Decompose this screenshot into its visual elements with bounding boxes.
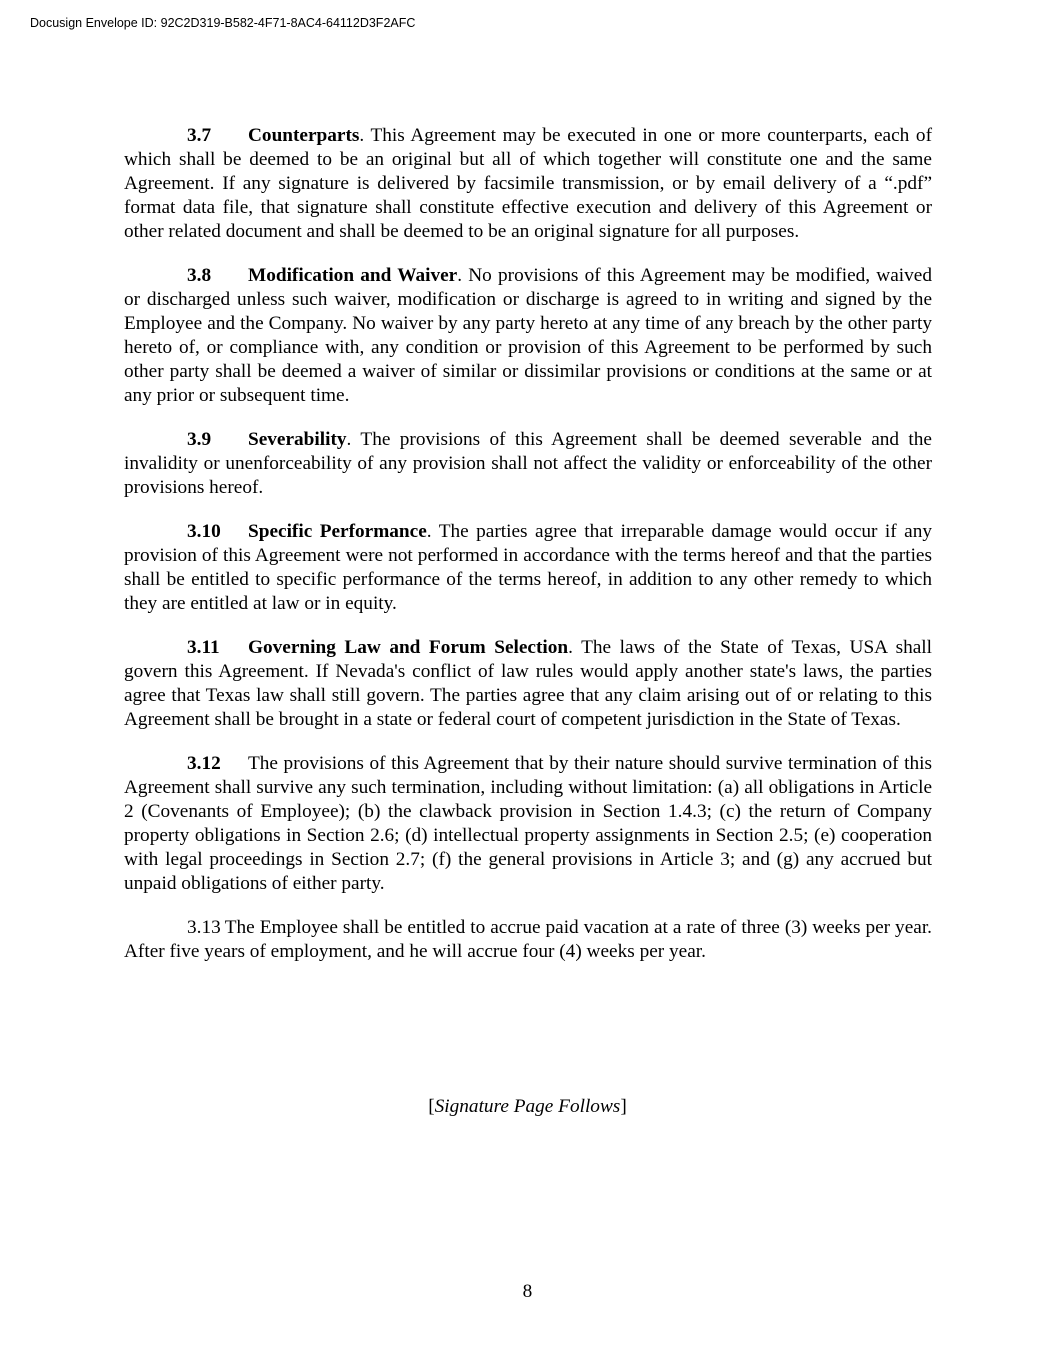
section-number: 3.8 (187, 265, 212, 286)
section-text: The provisions of this Agreement that by their nature should survive termination of this Agreement shall survive any such termination, including without limitation: (a) all obligations in Article 2 (Covenants of Employee); (b) the clawback provision in Section 1.4.3; (c) the return of Company property obligations in Section 2.6; (d) intellectual property assignments in Section 2.5; (e) cooperation with legal proceedings in Section 2.7; (f) the general provisions in Article 3; and (g) any accrued but unpaid obligations of either party. (124, 753, 932, 894)
section-title: Specific Performance (248, 521, 427, 542)
section-text: The Employee shall be entitled to accrue paid vacation at a rate of three (3) weeks per year. After five years of employment, and he will accrue four (4) weeks per year. (124, 917, 932, 962)
bracket-close: ] (620, 1096, 627, 1117)
section-title: Governing Law and Forum Selection (248, 637, 569, 658)
section-3-8 (124, 264, 932, 408)
section-3-9 (124, 428, 932, 500)
section-text: . No provisions of this Agreement may be modified, waived or discharged unless such waiver, modification or discharge is agreed to in writing and signed by the Employee and the Company. No waiver by any party hereto at any time of any breach by the other party hereto of, or compliance with, any condition or provision of this Agreement to be performed by such other party shall be deemed a waiver of similar or dissimilar provisions or conditions at the same or at any prior or subsequent time. (124, 265, 932, 406)
section-number: 3.13 (187, 917, 221, 938)
section-number: 3.12 (187, 753, 221, 774)
section-3-7 (124, 124, 932, 244)
signature-page-note (0, 1096, 1055, 1118)
section-text: . The laws of the State of Texas, USA shall govern this Agreement. If Nevada's conflict of law rules would apply another state's laws, the parties agree that Texas law shall still govern. The parties agree that any claim arising out of or relating to this Agreement shall be brought in a state or federal court of competent jurisdiction in the State of Texas. (124, 637, 932, 730)
section-number: 3.11 (187, 637, 220, 658)
section-title: Severability (248, 429, 347, 450)
envelope-id: Docusign Envelope ID: 92C2D319-B582-4F71-8AC4-64112D3F2AFC (30, 16, 416, 30)
section-number: 3.7 (187, 125, 212, 146)
section-text: . The provisions of this Agreement shall be deemed severable and the invalidity or unenforceability of any provision shall not affect the validity or enforceability of the other provisions hereof. (124, 429, 932, 498)
section-3-11 (124, 636, 932, 732)
section-title: Modification and Waiver (248, 265, 458, 286)
section-3-13 (124, 916, 932, 964)
section-number: 3.9 (187, 429, 212, 450)
section-title: Counterparts (248, 125, 360, 146)
bracket-open: [ (428, 1096, 435, 1117)
document-body (124, 124, 932, 984)
signature-note-text: Signature Page Follows (434, 1096, 621, 1117)
page-number: 8 (522, 1281, 533, 1302)
section-3-12 (124, 752, 932, 896)
section-3-10 (124, 520, 932, 616)
section-text: . The parties agree that irreparable damage would occur if any provision of this Agreement were not performed in accordance with the terms hereof and that the parties shall be entitled to specific performance of the terms hereof, in addition to any other remedy to which they are entitled at law or in equity. (124, 521, 932, 614)
section-text: . This Agreement may be executed in one or more counterparts, each of which shall be deemed to be an original but all of which together will constitute one and the same Agreement. If any signature is delivered by facsimile transmission, or by email delivery of a “.pdf” format data file, that signature shall constitute effective execution and delivery of this Agreement or other related document and shall be deemed to be an original signature for all purposes. (124, 125, 932, 242)
section-number: 3.10 (187, 521, 221, 542)
